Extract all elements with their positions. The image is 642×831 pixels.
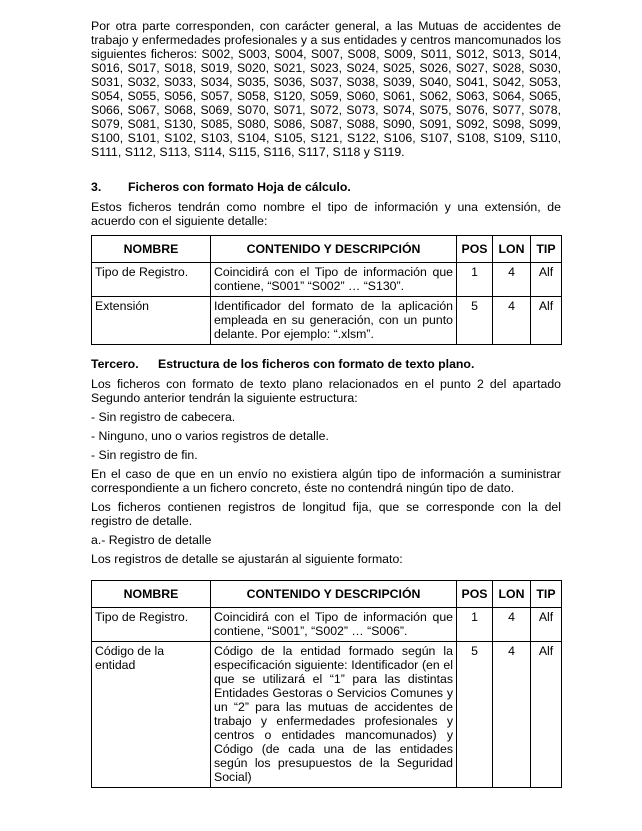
cell-pos: 1 — [457, 608, 493, 642]
section-3-heading — [91, 180, 561, 194]
header-lon: LON — [493, 581, 531, 608]
table-row — [92, 642, 562, 788]
cell-nombre: Tipo de Registro. — [92, 608, 211, 642]
header-pos: POS — [457, 236, 493, 263]
section-3-text: Estos ficheros tendrán como nombre el tipo de información y una extensión, de acuerdo con el siguiente detalle: — [91, 200, 561, 228]
cell-nombre: Tipo de Registro. — [92, 263, 211, 297]
tercero-paragraph-2: En el caso de que en un envío no existiera algún tipo de información a suministrar correspondiente a un fichero concreto, éste no contendrá ningún tipo de dato. — [91, 467, 561, 495]
header-lon: LON — [493, 236, 531, 263]
plain-text-format-table — [91, 580, 562, 788]
tercero-heading — [91, 357, 561, 371]
cell-contenido: Coincidirá con el Tipo de información que contiene, “S001”, “S002” … “S006”. — [211, 608, 457, 642]
tercero-label: Tercero. — [91, 357, 139, 371]
table-row — [92, 608, 562, 642]
cell-tip: Alf — [531, 642, 562, 788]
cell-contenido: Código de la entidad formado según la especificación siguiente: Identificador (en el que se utilizará el “1” para las distintas Entidades Gestoras o Servicios Comunes y un “2” para las mutuas de accidentes de trabajo y enfermedades profesionales y centros o entidades mancomunados) y Código (de cada una de las entidades según los presupuestos de la Seguridad Social) — [211, 642, 457, 788]
section-3-title: Ficheros con formato Hoja de cálculo. — [128, 180, 351, 194]
intro-paragraph: Por otra parte corresponden, con carácter general, a las Mutuas de accidentes de trabajo y enfermedades profesionales y a sus entidades y centros mancomunados los siguientes ficheros: S002, S003, S004, S007, S008, S009, S011, S012, S013, S014, S016, S017, S018, S019, S020, S021, S023, S024, S025, S026, S027, S028, S030, S031, S032, S033, S034, S035, S036, S037, S038, S039, S040, S041, S042, S053, S054, S055, S056, S057, S058, S120, S059, S060, S061, S062, S063, S064, S065, S066, S067, S068, S069, S070, S071, S072, S073, S074, S075, S076, S077, S078, S079, S081, S130, S085, S080, S086, S087, S088, S090, S091, S092, S098, S099, S100, S101, S102, S103, S104, S105, S121, S122, S106, S107, S108, S109, S110, S111, S112, S113, S114, S115, S116, S117, S118 y S119. — [91, 19, 561, 159]
cell-pos: 5 — [457, 642, 493, 788]
table-row — [92, 297, 562, 345]
header-pos: POS — [457, 581, 493, 608]
cell-lon: 4 — [493, 263, 531, 297]
cell-tip: Alf — [531, 608, 562, 642]
registro-detalle-heading: a.- Registro de detalle — [91, 533, 212, 547]
list-item: - Ninguno, uno o varios registros de detalle. — [91, 429, 329, 443]
tercero-paragraph-4: Los registros de detalle se ajustarán al siguiente formato: — [91, 552, 403, 566]
tercero-text: Los ficheros con formato de texto plano relacionados en el punto 2 del apartado Segundo anterior tendrán la siguiente estructura: — [91, 377, 561, 405]
table-header-row — [92, 236, 562, 263]
header-contenido: CONTENIDO Y DESCRIPCIÓN — [211, 236, 457, 263]
table-row — [92, 263, 562, 297]
document-page — [91, 19, 561, 788]
spreadsheet-format-table — [91, 235, 562, 345]
header-contenido: CONTENIDO Y DESCRIPCIÓN — [211, 581, 457, 608]
tercero-title: Estructura de los ficheros con formato de texto plano. — [158, 357, 475, 371]
cell-lon: 4 — [493, 608, 531, 642]
cell-nombre: Código de la entidad — [92, 642, 211, 788]
cell-contenido: Coincidirá con el Tipo de información que contiene, “S001” “S002” … “S130”. — [211, 263, 457, 297]
list-item: - Sin registro de fin. — [91, 448, 198, 462]
header-nombre: NOMBRE — [92, 581, 211, 608]
table-header-row — [92, 581, 562, 608]
cell-lon: 4 — [493, 642, 531, 788]
cell-pos: 1 — [457, 263, 493, 297]
tercero-paragraph-3: Los ficheros contienen registros de longitud fija, que se corresponde con la del registro de detalle. — [91, 500, 561, 528]
header-nombre: NOMBRE — [92, 236, 211, 263]
header-tip: TIP — [531, 236, 562, 263]
cell-lon: 4 — [493, 297, 531, 345]
list-item: - Sin registro de cabecera. — [91, 410, 236, 424]
cell-nombre: Extensión — [92, 297, 211, 345]
header-tip: TIP — [531, 581, 562, 608]
cell-contenido: Identificador del formato de la aplicación empleada en su generación, con un punto delante. Por ejemplo: “.xlsm”. — [211, 297, 457, 345]
cell-tip: Alf — [531, 263, 562, 297]
cell-tip: Alf — [531, 297, 562, 345]
section-3-number: 3. — [91, 180, 102, 194]
cell-pos: 5 — [457, 297, 493, 345]
